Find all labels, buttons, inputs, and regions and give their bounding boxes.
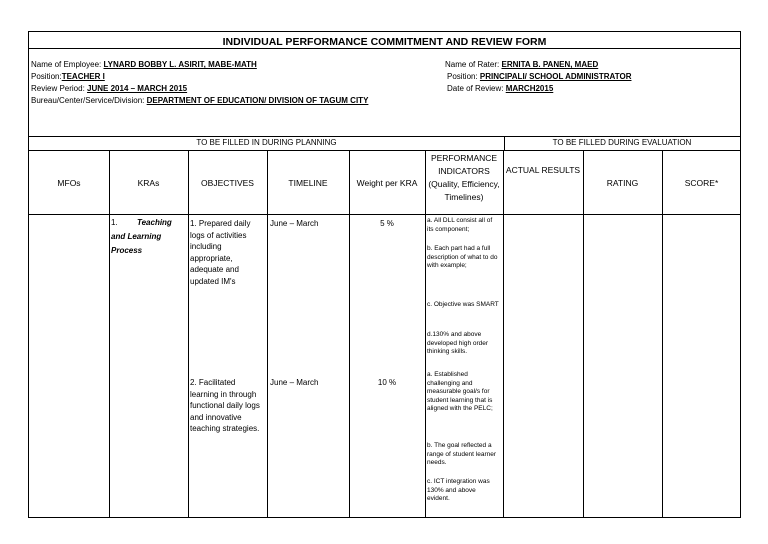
rater-position: Position: PRINCIPALI/ SCHOOL ADMINISTRATOR [447,72,632,81]
header-actual-results: ACTUAL RESULTS [505,165,581,175]
header-rating: RATING [606,178,639,188]
indicator: c. ICT integration was 130% and above evident. [427,478,490,502]
header-mfos: MFOs [57,178,81,188]
timeline-2: June – March [270,378,319,387]
divider [267,150,268,518]
evaluation-section-label: TO BE FILLED DURING EVALUATION [552,138,692,147]
form-title: INDIVIDUAL PERFORMANCE COMMITMENT AND REVIEW FORM [222,36,547,48]
weight-1: 5 % [380,219,394,228]
divider [504,136,505,150]
divider [109,150,110,518]
header-kras: KRAs [137,178,160,188]
header-weight: Weight per KRA [356,178,418,188]
objective-2: 2. Facilitated learning in through functional daily logs and innovative teaching strategies. [190,378,260,433]
divider [29,48,740,49]
performance-review-form [28,31,741,518]
bureau: Bureau/Center/Service/Division: DEPARTMENT OF EDUCATION/ DIVISION OF TAGUM CITY [31,96,369,105]
rater-name: Name of Rater: ERNITA B. PANEN, MAED [445,60,599,69]
header-objectives: OBJECTIVES [201,178,254,188]
planning-section-label: TO BE FILLED IN DURING PLANNING [196,138,337,147]
divider [583,150,584,518]
header-indicators: PERFORMANCE INDICATORS (Quality, Efficiency, Timelines) [428,153,500,202]
kra-cell: 1. Teaching and Learning Process [111,218,172,255]
divider [29,136,740,137]
divider [29,214,740,215]
header-timeline: TIMELINE [288,178,328,188]
review-period: Review Period: JUNE 2014 – MARCH 2015 [31,84,188,93]
review-date: Date of Review: MARCH2015 [447,84,554,93]
indicator: b. The goal reflected a range of student learner needs. [427,442,497,466]
weight-2: 10 % [377,378,397,387]
divider [425,150,426,518]
indicator: b. Each part had a full description of what to do with example; [427,245,498,269]
indicator: a. All DLL consist all of its component; [427,217,493,233]
divider [349,150,350,518]
indicator: a. Established challenging and measurable goal/s for student learning that is aligned with the PELC; [427,371,493,412]
divider [188,150,189,518]
timeline-1: June – March [270,219,319,228]
divider [503,150,504,518]
objective-1: 1. Prepared daily logs of activities including appropriate, adequate and updated IM's [190,219,251,286]
indicator: d.130% and above developed high order thinking skills. [427,331,489,355]
indicator: c. Objective was SMART [427,301,499,308]
header-score: SCORE* [684,178,719,188]
employee-name: Name of Employee: LYNARD BOBBY L. ASIRIT, MABE-MATH [31,60,257,69]
employee-position: Position:TEACHER I [31,72,105,81]
divider [29,150,740,151]
divider [662,150,663,518]
